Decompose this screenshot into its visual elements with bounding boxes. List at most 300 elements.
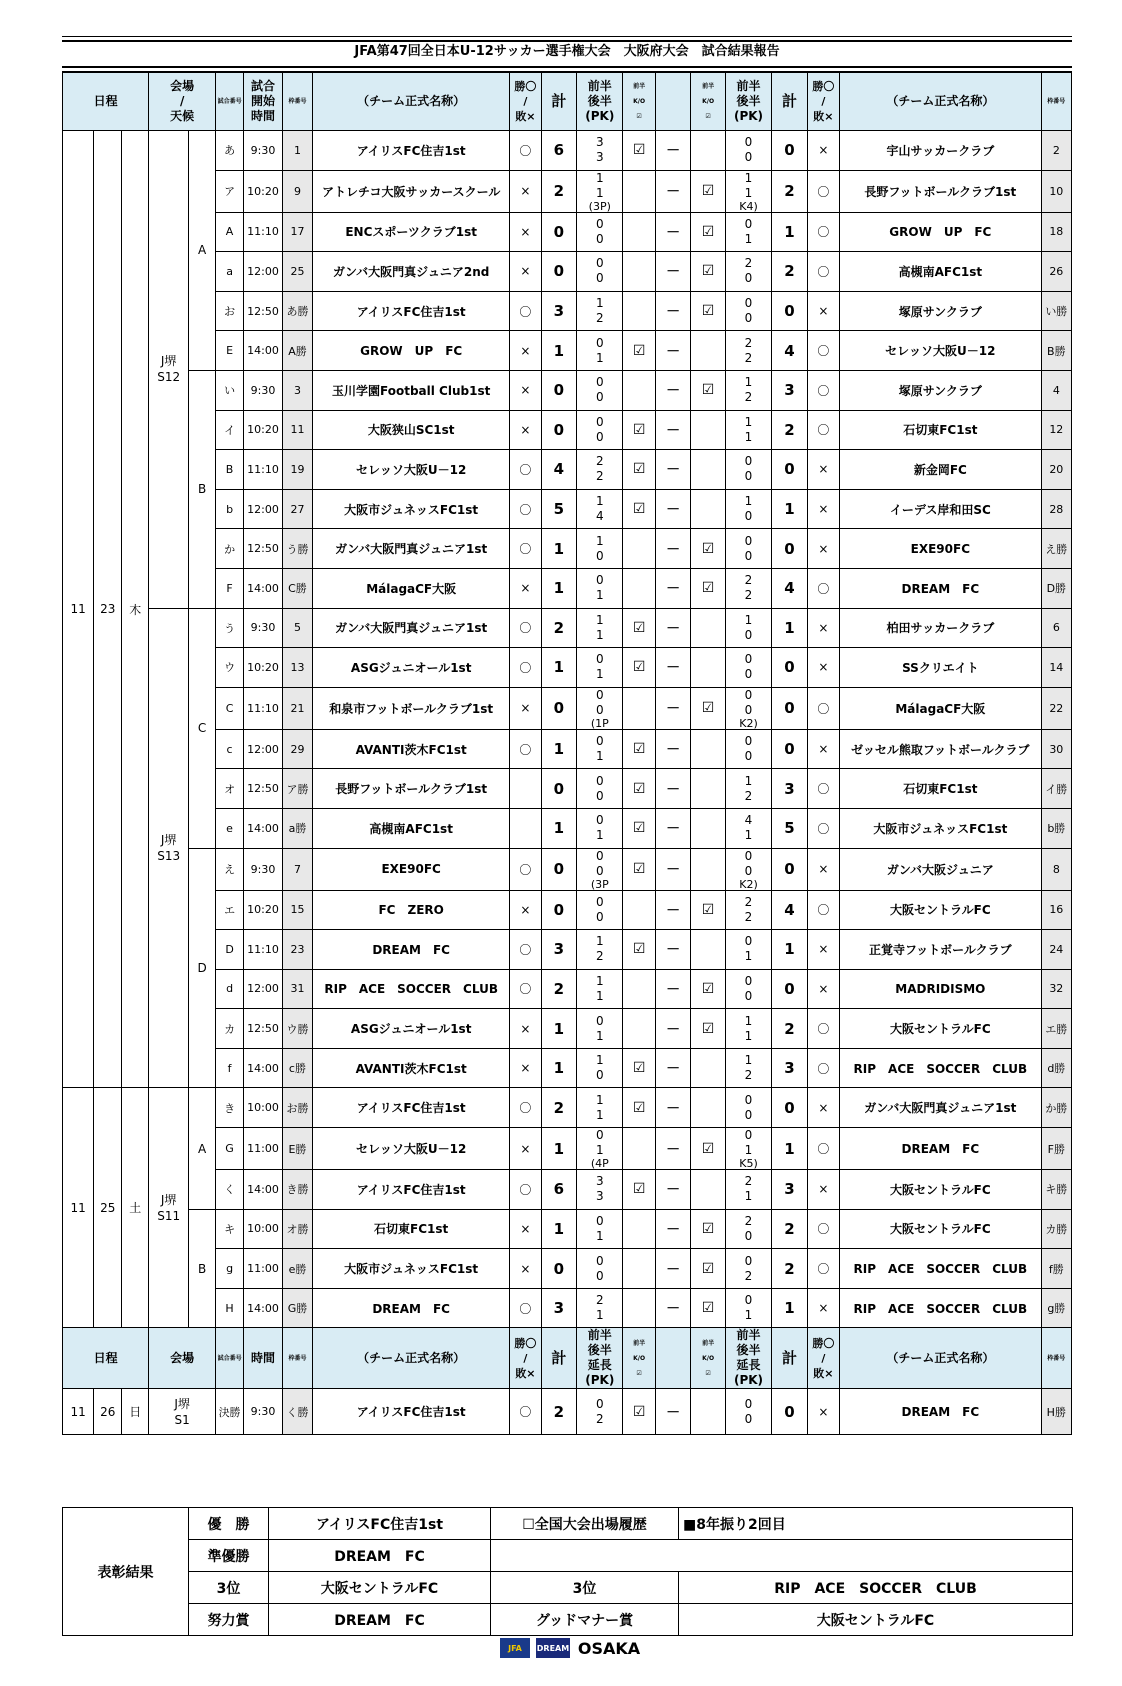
halves-left <box>577 1288 623 1328</box>
score-line: 1 <box>595 494 604 509</box>
halves-left <box>577 529 623 569</box>
score-line: 1 <box>744 414 753 429</box>
ko-check-left <box>623 529 655 569</box>
halves-left <box>577 969 623 1009</box>
frame-no-left: C勝 <box>282 568 312 608</box>
result-right: × <box>807 608 839 648</box>
score-dash: － <box>655 1389 691 1435</box>
total-right: 0 <box>772 729 808 769</box>
halves-right <box>725 648 771 688</box>
ko-check-left: ☑ <box>623 410 655 450</box>
score-line: 2 <box>595 1411 604 1426</box>
score-line: 0 <box>744 469 753 484</box>
frame-no-left: 3 <box>282 370 312 410</box>
score-line: 0 <box>595 375 604 390</box>
header-match-no: 試合番号 <box>216 1328 244 1389</box>
halves-right <box>725 1048 771 1088</box>
result-left: 〇 <box>510 1288 541 1328</box>
hd-line: 敗× <box>515 1366 536 1380</box>
score-dash: － <box>655 1249 691 1289</box>
score-line: 0 <box>744 1253 753 1268</box>
score-line: 1 <box>744 1308 753 1323</box>
score-dash: － <box>655 331 691 371</box>
header-kickoff <box>244 73 283 131</box>
ko-check-right <box>691 848 725 890</box>
header-result-right <box>807 73 839 131</box>
total-left: 1 <box>541 1128 577 1170</box>
score-line: 0 <box>595 216 604 231</box>
score-line: 2 <box>744 588 753 603</box>
team-left: EXE90FC <box>313 848 510 890</box>
team-right: 大阪セントラルFC <box>840 890 1042 930</box>
score-line: 2 <box>595 1293 604 1308</box>
kickoff-time: 12:00 <box>244 252 283 292</box>
kickoff-time: 12:50 <box>244 291 283 331</box>
score-line: 2 <box>744 335 753 350</box>
date-month: 11 <box>63 1389 94 1435</box>
kickoff-time: 14:00 <box>244 568 283 608</box>
ko-check-right <box>691 769 725 809</box>
frame-no-left: 15 <box>282 890 312 930</box>
halves-right <box>725 131 771 171</box>
result-left: 〇 <box>510 648 541 688</box>
header-halves-left <box>577 1328 623 1389</box>
score-dash: － <box>655 1009 691 1049</box>
team-right: 大阪セントラルFC <box>840 1209 1042 1249</box>
group-label: D <box>189 848 216 1088</box>
halves-right <box>725 212 771 252</box>
halves-right <box>725 331 771 371</box>
result-right: 〇 <box>807 1249 839 1289</box>
result-left: 〇 <box>510 489 541 529</box>
halves-right <box>725 1249 771 1289</box>
total-left: 3 <box>541 930 577 970</box>
team-left: アイリスFC住吉1st <box>313 1088 510 1128</box>
halves-left <box>577 1088 623 1128</box>
score-line: 0 <box>595 390 604 405</box>
team-left: ENCスポーツクラブ1st <box>313 212 510 252</box>
score-line: K5) <box>739 1157 758 1170</box>
kickoff-time: 14:00 <box>244 1170 283 1210</box>
team-right: 高槻南AFC1st <box>840 252 1042 292</box>
match-no: カ <box>216 1009 244 1049</box>
venue: J堺 S11 <box>149 1088 189 1328</box>
total-right: 3 <box>772 370 808 410</box>
kickoff-time: 14:00 <box>244 808 283 848</box>
hd-line: / <box>523 95 528 108</box>
total-left: 5 <box>541 489 577 529</box>
frame-no-right: 18 <box>1041 212 1071 252</box>
ko-check-right <box>691 1389 725 1435</box>
ko-check-left: ☑ <box>623 648 655 688</box>
frame-no-right: キ勝 <box>1041 1170 1071 1210</box>
score-line: 0 <box>595 687 604 702</box>
frame-no-left: a勝 <box>282 808 312 848</box>
total-right: 1 <box>772 212 808 252</box>
hd-line: 前半 <box>736 1328 761 1343</box>
frame-no-left: 1 <box>282 131 312 171</box>
score-dash: － <box>655 489 691 529</box>
frame-no-left: き勝 <box>282 1170 312 1210</box>
ko-check-right <box>691 930 725 970</box>
score-line: 1 <box>595 828 604 843</box>
team-right: EXE90FC <box>840 529 1042 569</box>
score-line: 0 <box>744 1107 753 1122</box>
header-ko-right <box>691 1328 725 1389</box>
score-line: 0 <box>595 788 604 803</box>
halves-left <box>577 1209 623 1249</box>
kickoff-time: 12:00 <box>244 969 283 1009</box>
score-line: 0 <box>744 1092 753 1107</box>
ko-check-left: ☑ <box>623 331 655 371</box>
table-row <box>63 1088 1072 1128</box>
team-left: AVANTI茨木FC1st <box>313 729 510 769</box>
result-right: 〇 <box>807 568 839 608</box>
hd-line: K/O <box>633 98 646 105</box>
hd-line: 敗× <box>813 1366 834 1380</box>
score-line: (1P <box>590 716 609 730</box>
score-line: (3P) <box>588 199 611 213</box>
halves-right <box>725 291 771 331</box>
match-no: あ <box>216 131 244 171</box>
ko-check-right: ☑ <box>691 1288 725 1328</box>
result-right: × <box>807 529 839 569</box>
halves-left <box>577 410 623 450</box>
kickoff-time: 14:00 <box>244 1048 283 1088</box>
score-line: 1 <box>595 1308 604 1323</box>
score-line: 0 <box>744 216 753 231</box>
table-row <box>63 608 1072 648</box>
total-left: 1 <box>541 808 577 848</box>
frame-no-right: 32 <box>1041 969 1071 1009</box>
team-right: 石切東FC1st <box>840 769 1042 809</box>
effort-label: 努力賞 <box>189 1604 269 1636</box>
score-dash: － <box>655 1288 691 1328</box>
total-right: 3 <box>772 1048 808 1088</box>
total-left: 2 <box>541 608 577 648</box>
score-line: 0 <box>595 702 604 717</box>
ko-check-right <box>691 410 725 450</box>
frame-no-right: 30 <box>1041 729 1071 769</box>
halves-right <box>725 930 771 970</box>
score-line: 0 <box>744 1128 753 1143</box>
total-left: 0 <box>541 769 577 809</box>
frame-no-left: e勝 <box>282 1249 312 1289</box>
kickoff-time: 9:30 <box>244 608 283 648</box>
frame-no-right: 8 <box>1041 848 1071 890</box>
hd-line: 勝〇 <box>514 1336 537 1350</box>
score-line: 0 <box>595 1213 604 1228</box>
result-right: 〇 <box>807 212 839 252</box>
ko-check-left <box>623 568 655 608</box>
hd-line: / <box>821 1351 826 1365</box>
team-right: 長野フットボールクラブ1st <box>840 170 1042 212</box>
ko-check-left <box>623 1128 655 1170</box>
score-line: 1 <box>744 612 753 627</box>
match-no: D <box>216 930 244 970</box>
result-left: × <box>510 568 541 608</box>
total-right: 0 <box>772 291 808 331</box>
ko-check-right: ☑ <box>691 568 725 608</box>
halves-right <box>725 848 771 890</box>
halves-left <box>577 131 623 171</box>
ko-check-left <box>623 370 655 410</box>
dream-logo: DREAM <box>536 1638 570 1658</box>
team-right: DREAM FC <box>840 1128 1042 1170</box>
frame-no-right: g勝 <box>1041 1288 1071 1328</box>
total-right: 4 <box>772 331 808 371</box>
ko-check-left: ☑ <box>623 848 655 890</box>
total-right: 3 <box>772 769 808 809</box>
match-no: B <box>216 450 244 490</box>
halves-right <box>725 729 771 769</box>
frame-no-right: H勝 <box>1041 1389 1071 1435</box>
score-line: 0 <box>744 150 753 165</box>
total-left: 2 <box>541 969 577 1009</box>
frame-no-left: オ勝 <box>282 1209 312 1249</box>
team-left: アイリスFC住吉1st <box>313 131 510 171</box>
team-right: RIP ACE SOCCER CLUB <box>840 1048 1042 1088</box>
hd-line: ☑ <box>705 1369 711 1377</box>
kickoff-l2: 開始 <box>250 94 275 108</box>
frame-no-left: 7 <box>282 848 312 890</box>
score-dash: － <box>655 808 691 848</box>
halves-left <box>577 1170 623 1210</box>
score-line: 1 <box>595 350 604 365</box>
score-dash: － <box>655 648 691 688</box>
hd-line: K/O <box>702 98 715 105</box>
team-right: MADRIDISMO <box>840 969 1042 1009</box>
ko-check-right: ☑ <box>691 890 725 930</box>
team-left: FC ZERO <box>313 890 510 930</box>
score-line: 0 <box>595 848 604 863</box>
group-label: B <box>189 1209 216 1328</box>
frame-no-left: G勝 <box>282 1288 312 1328</box>
frame-no-left: 17 <box>282 212 312 252</box>
score-line: 1 <box>744 185 753 200</box>
runner-up-label: 準優勝 <box>189 1540 269 1572</box>
score-dash: － <box>655 890 691 930</box>
halves-right <box>725 170 771 212</box>
score-line: 0 <box>595 548 604 563</box>
result-right: × <box>807 1170 839 1210</box>
score-line: 1 <box>595 749 604 764</box>
score-line: 1 <box>595 667 604 682</box>
result-right: 〇 <box>807 808 839 848</box>
frame-no-right: イ勝 <box>1041 769 1071 809</box>
result-right: 〇 <box>807 252 839 292</box>
result-left: × <box>510 1009 541 1049</box>
score-line: 0 <box>744 973 753 988</box>
frame-no-right: 28 <box>1041 489 1071 529</box>
hd-line: 前半 <box>702 83 715 90</box>
hd-line: / <box>523 1351 528 1365</box>
frame-no-right: D勝 <box>1041 568 1071 608</box>
score-line: 0 <box>595 1253 604 1268</box>
header-frame-no: 枠番号 <box>282 73 312 131</box>
score-line: 1 <box>744 1013 753 1028</box>
hd-line: (PK) <box>585 1373 615 1388</box>
halves-left <box>577 890 623 930</box>
score-line: 1 <box>595 988 604 1003</box>
awards-section-label: 表彰結果 <box>63 1508 189 1636</box>
team-left: アイリスFC住吉1st <box>313 1170 510 1210</box>
halves-left <box>577 648 623 688</box>
score-line: 0 <box>744 749 753 764</box>
halves-left <box>577 212 623 252</box>
score-line: K2) <box>739 877 758 890</box>
ko-check-right: ☑ <box>691 969 725 1009</box>
header-halves-left <box>577 73 623 131</box>
page-title: JFA第47回全日本U-12サッカー選手権大会 大阪府大会 試合結果報告 <box>62 40 1072 68</box>
score-line: 1 <box>595 1107 604 1122</box>
result-left: × <box>510 1209 541 1249</box>
table-row <box>63 848 1072 890</box>
score-dash: － <box>655 608 691 648</box>
halves-right <box>725 529 771 569</box>
frame-no-left: 5 <box>282 608 312 648</box>
score-line: 0 <box>744 296 753 311</box>
score-line: 1 <box>744 170 753 185</box>
ko-check-right <box>691 450 725 490</box>
halves-right <box>725 890 771 930</box>
score-line: 0 <box>595 1068 604 1083</box>
result-left: 〇 <box>510 529 541 569</box>
fair-play-label: グッドマナー賞 <box>491 1604 679 1636</box>
score-dash: － <box>655 1088 691 1128</box>
halves-left <box>577 608 623 648</box>
kickoff-time: 11:10 <box>244 212 283 252</box>
team-left: セレッソ大阪U－12 <box>313 450 510 490</box>
result-left <box>510 769 541 809</box>
score-line: 3 <box>595 1174 604 1189</box>
result-right: × <box>807 291 839 331</box>
champion-team: アイリスFC住吉1st <box>269 1508 491 1540</box>
result-left: 〇 <box>510 1170 541 1210</box>
score-line: 0 <box>744 687 753 702</box>
table-row <box>63 1209 1072 1249</box>
result-left: 〇 <box>510 930 541 970</box>
ko-check-right: ☑ <box>691 1249 725 1289</box>
frame-no-right: 14 <box>1041 648 1071 688</box>
total-left: 3 <box>541 291 577 331</box>
effort-team: DREAM FC <box>269 1604 491 1636</box>
team-right: RIP ACE SOCCER CLUB <box>840 1288 1042 1328</box>
total-right: 1 <box>772 930 808 970</box>
match-no: 決勝 <box>216 1389 244 1435</box>
halves-right <box>725 568 771 608</box>
score-line: 0 <box>744 509 753 524</box>
score-line: 0 <box>595 863 604 878</box>
score-line: 1 <box>744 231 753 246</box>
header-ko-left <box>623 73 655 131</box>
frame-no-left: 31 <box>282 969 312 1009</box>
score-line: 0 <box>744 454 753 469</box>
total-left: 1 <box>541 648 577 688</box>
frame-no-right: 22 <box>1041 687 1071 729</box>
result-left: × <box>510 1048 541 1088</box>
result-right: × <box>807 969 839 1009</box>
score-line: 0 <box>595 335 604 350</box>
frame-no-right: 6 <box>1041 608 1071 648</box>
fair-play-team: 大阪セントラルFC <box>679 1604 1073 1636</box>
score-line: 0 <box>595 414 604 429</box>
total-left: 0 <box>541 370 577 410</box>
score-line: 1 <box>744 375 753 390</box>
hd-line: 敗× <box>515 110 536 123</box>
kickoff-time: 10:20 <box>244 410 283 450</box>
kickoff-time: 9:30 <box>244 370 283 410</box>
score-line: 0 <box>595 1128 604 1143</box>
total-right: 0 <box>772 969 808 1009</box>
hd-line: 後半 <box>736 94 761 108</box>
ko-check-right <box>691 808 725 848</box>
frame-no-left: 13 <box>282 648 312 688</box>
result-left: × <box>510 370 541 410</box>
total-left: 1 <box>541 1009 577 1049</box>
history-value: ■8年振り2回目 <box>679 1508 1073 1540</box>
result-left: 〇 <box>510 848 541 890</box>
frame-no-right: か勝 <box>1041 1088 1071 1128</box>
ko-check-right: ☑ <box>691 212 725 252</box>
result-right: 〇 <box>807 1009 839 1049</box>
team-right: イーデス岸和田SC <box>840 489 1042 529</box>
total-left: 2 <box>541 1088 577 1128</box>
result-right: 〇 <box>807 1128 839 1170</box>
halves-right <box>725 969 771 1009</box>
team-right: セレッソ大阪U－12 <box>840 331 1042 371</box>
score-line: 2 <box>595 469 604 484</box>
header-team-left: （チーム正式名称） <box>313 73 510 131</box>
group-label: C <box>189 608 216 848</box>
result-right: 〇 <box>807 410 839 450</box>
hd-line: 前半 <box>702 1339 715 1347</box>
score-line: 0 <box>744 1411 753 1426</box>
score-line: 0 <box>595 652 604 667</box>
header-frame-no-right: 枠番号 <box>1041 1328 1071 1389</box>
score-line: 0 <box>744 934 753 949</box>
team-left: ガンバ大阪門真ジュニア1st <box>313 608 510 648</box>
header-venue-weather <box>149 73 216 131</box>
total-right: 2 <box>772 410 808 450</box>
total-right: 2 <box>772 1209 808 1249</box>
halves-left <box>577 808 623 848</box>
score-line: 0 <box>744 135 753 150</box>
team-left: アイリスFC住吉1st <box>313 291 510 331</box>
ko-check-left: ☑ <box>623 808 655 848</box>
ko-check-left: ☑ <box>623 729 655 769</box>
score-line: 1 <box>595 170 604 185</box>
halves-left <box>577 252 623 292</box>
halves-left <box>577 331 623 371</box>
halves-right <box>725 1389 771 1435</box>
halves-left <box>577 930 623 970</box>
team-left: GROW UP FC <box>313 331 510 371</box>
score-line: 1 <box>595 627 604 642</box>
header-result-left <box>510 1328 541 1389</box>
match-no: g <box>216 1249 244 1289</box>
team-right: SSクリエイト <box>840 648 1042 688</box>
result-left: × <box>510 252 541 292</box>
weather-label: 天候 <box>170 109 195 123</box>
score-line: 1 <box>744 1189 753 1204</box>
score-line: 1 <box>744 429 753 444</box>
result-left: 〇 <box>510 131 541 171</box>
score-line: 0 <box>595 813 604 828</box>
hd-line: / <box>821 95 826 108</box>
total-right: 2 <box>772 170 808 212</box>
kickoff-time: 11:10 <box>244 930 283 970</box>
